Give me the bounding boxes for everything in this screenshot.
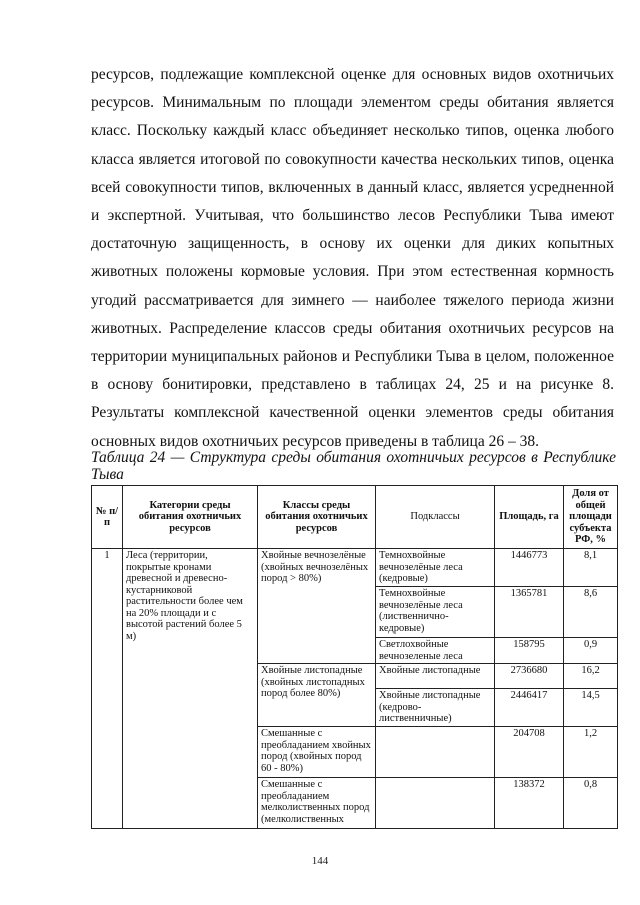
share-cell: 0,8: [564, 778, 618, 829]
header-class: Классы среды обитания охотничьих ресурсов: [258, 486, 376, 549]
share-cell: 16,2: [564, 664, 618, 689]
subclass-cell: Хвойные листопадные: [376, 664, 495, 689]
page-number: 144: [311, 855, 329, 867]
subclass-cell: Темнохвойные вечнозелёные леса (кедровые): [376, 549, 495, 587]
row-number: 1: [92, 549, 123, 829]
class-cell: Смешанные с преобладанием хвойных пород (хвойных пород 60 - 80%): [258, 727, 376, 778]
body-paragraph: ресурсов, подлежащие комплексной оценке для основных видов охотничьих ресурсов. Минимальным по площади элементом среды обитания является класс. Поскольку каждый класс объединяет несколько типов, оценка любого класса является итоговой по совокупности качества нескольких типов, оценка всей совокупности типов, включенных в данный класс, является усредненной и экспертной. Учитывая, что большинство лесов Республики Тыва имеют достаточную защищенность, в основу их оценки для диких копытных животных положены кормовые условия. При этом естественная кормность угодий рассматривается для зимнего — наиболее тяжелого периода жизни животных. Распределение классов среды обитания охотничьих ресурсов на территории муниципальных районов и Республики Тыва в целом, положенное в основу бонитировки, представлено в таблицах 24, 25 и на рисунке 8. Результаты комплексной качественной оценки элементов среды обитания основных видов охотничьих ресурсов приведены в таблица 26 – 38.: [91, 66, 614, 450]
subclass-cell: Светлохвойные вечнозеленые леса: [376, 638, 495, 664]
class-cell: Хвойные вечнозелёные (хвойных вечнозелёных пород > 80%): [258, 549, 376, 664]
area-cell: 204708: [495, 727, 564, 778]
share-cell: 8,1: [564, 549, 618, 587]
table-caption: Таблица 24 — Структура среды обитания охотничьих ресурсов в Республике Тыва: [91, 449, 616, 483]
habitat-structure-table: [91, 485, 618, 829]
subclass-cell: Темнохвойные вечнозелёные леса (лиственнично-кедровые): [376, 587, 495, 638]
class-cell: Хвойные листопадные (хвойных листопадных пород более 80%): [258, 664, 376, 727]
area-cell: 1365781: [495, 587, 564, 638]
subclass-cell: Хвойные листопадные (кедрово-лиственничные): [376, 689, 495, 727]
share-cell: 0,9: [564, 638, 618, 664]
share-cell: 14,5: [564, 689, 618, 727]
class-cell: Смешанные с преобладанием мелколиственных пород (мелколиственных: [258, 778, 376, 829]
header-share: Доля от общей площади субъекта РФ, %: [564, 486, 618, 549]
subclass-cell: [376, 778, 495, 829]
area-cell: 1446773: [495, 549, 564, 587]
area-cell: 2446417: [495, 689, 564, 727]
header-subclass: Подклассы: [376, 486, 495, 549]
area-cell: 2736680: [495, 664, 564, 689]
share-cell: 1,2: [564, 727, 618, 778]
header-num: № п/п: [92, 486, 123, 549]
share-cell: 8,6: [564, 587, 618, 638]
area-cell: 138372: [495, 778, 564, 829]
header-area: Площадь, га: [495, 486, 564, 549]
category-cell: Леса (территории, покрытые кронами древесной и древесно-кустарниковой растительности более чем на 20% площади и с высотой растений более 5 м): [123, 549, 258, 829]
table-header-row: [92, 486, 618, 549]
subclass-cell: [376, 727, 495, 778]
header-category: Категории среды обитания охотничьих ресурсов: [123, 486, 258, 549]
area-cell: 158795: [495, 638, 564, 664]
table-row: [92, 549, 618, 587]
